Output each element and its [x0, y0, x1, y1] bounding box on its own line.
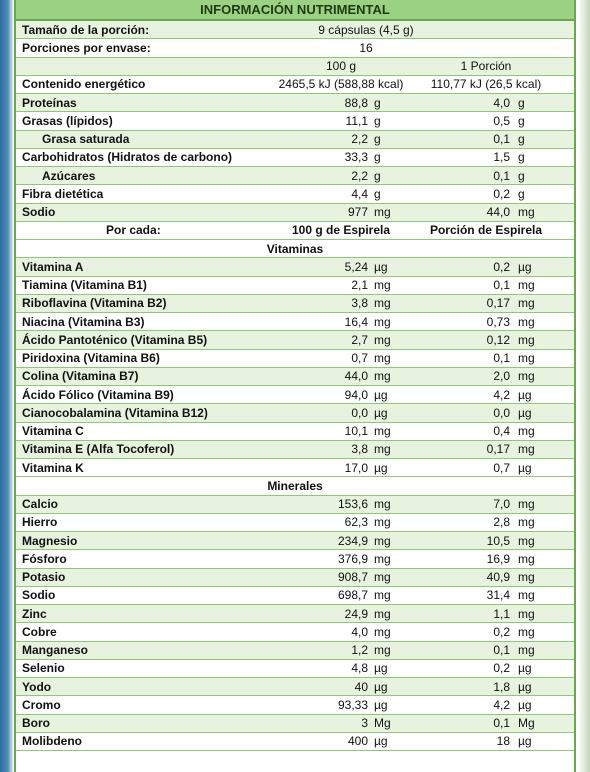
unit-portion: g [518, 186, 525, 201]
unit-100g: mg [374, 351, 391, 366]
value-portion: 40,9 [486, 570, 510, 585]
unit-100g: g [374, 95, 381, 110]
value-100g: 94,0 [344, 387, 368, 402]
table-row [16, 295, 574, 313]
value-portion: 0,17 [486, 296, 510, 311]
nutrient-name: Zinc [22, 606, 47, 621]
value-100g: 153,6 [337, 497, 368, 512]
energy-row [16, 76, 574, 94]
value-portion: 4,2 [493, 387, 510, 402]
value-portion: 0,1 [493, 278, 510, 293]
nutrient-name: Piridoxina (Vitamina B6) [22, 351, 160, 366]
unit-portion: Mg [518, 716, 535, 731]
table-row [16, 185, 574, 203]
nutrient-name: Colina (Vitamina B7) [22, 369, 139, 384]
table-row [16, 204, 574, 222]
value-100g: 62,3 [344, 515, 368, 530]
nutrient-name: Calcio [22, 497, 59, 512]
nutrient-name: Sodio [22, 205, 56, 220]
nutrient-name: Yodo [22, 679, 52, 694]
value-100g: 4,4 [351, 186, 368, 201]
value-100g: 44,0 [344, 369, 368, 384]
unit-100g: g [374, 132, 381, 147]
table-row [16, 532, 574, 550]
table-row [16, 112, 574, 130]
unit-100g: µg [374, 259, 388, 274]
unit-100g: mg [374, 442, 391, 457]
value-100g: 2,7 [351, 332, 368, 347]
table-row [16, 149, 574, 167]
unit-100g: mg [374, 296, 391, 311]
value-portion: 4,2 [493, 697, 510, 712]
value-100g: 2,2 [351, 132, 368, 147]
unit-100g: g [374, 186, 381, 201]
unit-portion: mg [518, 314, 535, 329]
unit-portion: mg [518, 570, 535, 585]
table-row [16, 678, 574, 696]
unit-100g: mg [374, 588, 391, 603]
value-portion: 0,1 [493, 643, 510, 658]
unit-portion: mg [518, 332, 535, 347]
value-portion: 10,5 [486, 533, 510, 548]
table-row [16, 459, 574, 477]
value-portion: 0,12 [486, 332, 510, 347]
columns-header-row [16, 58, 574, 76]
nutrient-name: Cianocobalamina (Vitamina B12) [22, 405, 208, 420]
table-row [16, 258, 574, 276]
nutrition-facts-panel [14, 0, 576, 772]
unit-portion: mg [518, 351, 535, 366]
value-100g: 3 [361, 716, 368, 731]
table-row [16, 131, 574, 149]
table-title: INFORMACIÓN NUTRIMENTAL [200, 2, 390, 17]
serving-size-value: 9 cápsulas (4,5 g) [318, 22, 414, 37]
value-100g: 24,9 [344, 606, 368, 621]
nutrient-name: Proteínas [22, 95, 77, 110]
unit-portion: mg [518, 624, 535, 639]
nutrient-name: Boro [22, 716, 50, 731]
table-row [16, 331, 574, 349]
value-100g: 4,0 [351, 624, 368, 639]
value-portion: 0,0 [493, 405, 510, 420]
minerals-heading: Minerales [267, 478, 323, 493]
unit-100g: mg [374, 205, 391, 220]
table-row [16, 404, 574, 422]
servings-per-container-row [16, 39, 574, 57]
value-portion: 0,2 [493, 661, 510, 676]
value-portion: 0,73 [486, 314, 510, 329]
unit-100g: mg [374, 497, 391, 512]
value-portion: 0,1 [493, 351, 510, 366]
value-portion: 0,2 [493, 624, 510, 639]
unit-100g: µg [374, 387, 388, 402]
unit-portion: mg [518, 296, 535, 311]
unit-100g: µg [374, 697, 388, 712]
value-100g: 17,0 [344, 460, 368, 475]
unit-100g: Mg [374, 716, 391, 731]
unit-100g: µg [374, 679, 388, 694]
unit-100g: mg [374, 515, 391, 530]
nutrient-name: Potasio [22, 570, 66, 585]
value-100g: 10,1 [344, 424, 368, 439]
nutrient-name: Sodio [22, 588, 56, 603]
unit-portion: mg [518, 588, 535, 603]
per-col1-header: 100 g de Espirela [291, 223, 391, 238]
unit-portion: g [518, 95, 525, 110]
value-100g: 400 [347, 734, 368, 749]
nutrient-name: Manganeso [22, 643, 89, 658]
table-row [16, 696, 574, 714]
servings-per-container-value: 16 [359, 40, 373, 55]
unit-portion: mg [518, 515, 535, 530]
value-100g: 0,7 [351, 351, 368, 366]
table-row [16, 277, 574, 295]
value-portion: 0,5 [493, 113, 510, 128]
unit-portion: g [518, 150, 525, 165]
value-portion: 1,5 [493, 150, 510, 165]
unit-portion: mg [518, 643, 535, 658]
unit-portion: µg [518, 387, 532, 402]
unit-portion: µg [518, 405, 532, 420]
energy-value-portion: 110,77 kJ (26,5 kcal) [430, 77, 542, 92]
value-100g: 16,4 [344, 314, 368, 329]
value-100g: 1,2 [351, 643, 368, 658]
table-row [16, 660, 574, 678]
unit-portion: mg [518, 551, 535, 566]
value-100g: 2,1 [351, 278, 368, 293]
value-portion: 0,17 [486, 442, 510, 457]
vitamins-heading: Vitaminas [266, 241, 324, 256]
vitamins-heading-row [16, 240, 574, 258]
table-row [16, 550, 574, 568]
unit-100g: µg [374, 460, 388, 475]
unit-100g: g [374, 113, 381, 128]
nutrient-name: Fósforo [22, 551, 67, 566]
unit-100g: µg [374, 661, 388, 676]
table-row [16, 368, 574, 386]
nutrient-name: Molibdeno [22, 734, 82, 749]
nutrient-name: Vitamina K [22, 460, 84, 475]
nutrient-name: Vitamina E (Alfa Tocoferol) [22, 442, 175, 457]
value-portion: 0,7 [493, 460, 510, 475]
table-row [16, 514, 574, 532]
value-portion: 1,1 [493, 606, 510, 621]
unit-100g: mg [374, 570, 391, 585]
unit-100g: mg [374, 643, 391, 658]
unit-100g: mg [374, 606, 391, 621]
value-100g: 0,0 [351, 405, 368, 420]
unit-100g: mg [374, 533, 391, 548]
per-col2-header: Porción de Espirela [429, 223, 543, 238]
table-row [16, 587, 574, 605]
per-label: Por cada: [106, 223, 161, 238]
unit-portion: µg [518, 661, 532, 676]
value-portion: 0,4 [493, 424, 510, 439]
value-portion: 0,1 [493, 168, 510, 183]
value-portion: 0,2 [493, 186, 510, 201]
nutrient-name: Riboflavina (Vitamina B2) [22, 296, 167, 311]
serving-size-row [16, 21, 574, 39]
vitamins-section [16, 258, 574, 477]
value-100g: 4,8 [351, 661, 368, 676]
nutrient-name: Tiamina (Vitamina B1) [22, 278, 147, 293]
table-row [16, 733, 574, 751]
unit-portion: g [518, 113, 525, 128]
value-100g: 2,2 [351, 168, 368, 183]
nutrient-name: Vitamina C [22, 424, 84, 439]
column-header-100g: 100 g [325, 59, 357, 74]
unit-portion: mg [518, 278, 535, 293]
value-portion: 18 [496, 734, 510, 749]
table-row [16, 350, 574, 368]
nutrient-name: Ácido Fólico (Vitamina B9) [22, 387, 174, 402]
value-portion: 4,0 [493, 95, 510, 110]
table-row [16, 94, 574, 112]
value-portion: 31,4 [486, 588, 510, 603]
unit-100g: mg [374, 332, 391, 347]
value-100g: 5,24 [344, 259, 368, 274]
value-100g: 234,9 [337, 533, 368, 548]
value-100g: 11,1 [345, 113, 368, 128]
table-row [16, 441, 574, 459]
table-row [16, 715, 574, 733]
value-portion: 44,0 [486, 205, 510, 220]
minerals-section [16, 496, 574, 752]
unit-portion: g [518, 132, 525, 147]
value-100g: 40 [354, 679, 368, 694]
unit-portion: µg [518, 460, 532, 475]
column-header-portion: 1 Porción [460, 59, 512, 74]
energy-label: Contenido energético [22, 77, 146, 92]
nutrient-name: Ácido Pantoténico (Vitamina B5) [22, 332, 208, 347]
unit-100g: mg [374, 551, 391, 566]
energy-value-100g: 2465,5 kJ (588,88 kcal) [278, 77, 404, 92]
unit-100g: µg [374, 405, 388, 420]
value-portion: 16,9 [486, 551, 510, 566]
unit-portion: µg [518, 697, 532, 712]
unit-portion: mg [518, 533, 535, 548]
value-portion: 7,0 [493, 497, 510, 512]
value-portion: 2,8 [493, 515, 510, 530]
serving-size-label: Tamaño de la porción: [22, 22, 150, 37]
table-row [16, 496, 574, 514]
unit-100g: mg [374, 369, 391, 384]
value-100g: 3,8 [351, 296, 368, 311]
value-100g: 698,7 [337, 588, 368, 603]
unit-portion: mg [518, 205, 535, 220]
table-title-row [16, 0, 574, 21]
unit-portion: g [518, 168, 525, 183]
macronutrients-section [16, 94, 574, 222]
nutrient-name: Niacina (Vitamina B3) [22, 314, 145, 329]
value-portion: 0,2 [493, 259, 510, 274]
value-100g: 908,7 [337, 570, 368, 585]
value-portion: 2,0 [493, 369, 510, 384]
unit-100g: mg [374, 424, 391, 439]
value-100g: 88,8 [344, 95, 368, 110]
value-100g: 93,33 [337, 697, 368, 712]
unit-portion: µg [518, 734, 532, 749]
value-100g: 376,9 [337, 551, 368, 566]
nutrient-name: Grasa saturada [42, 132, 130, 147]
table-row [16, 605, 574, 623]
value-portion: 0,1 [493, 132, 510, 147]
table-row [16, 167, 574, 185]
unit-portion: mg [518, 369, 535, 384]
unit-portion: mg [518, 442, 535, 457]
nutrient-name: Grasas (lípidos) [22, 113, 113, 128]
unit-100g: mg [374, 278, 391, 293]
nutrient-name: Azúcares [42, 168, 96, 183]
unit-100g: mg [374, 314, 391, 329]
table-row [16, 313, 574, 331]
value-100g: 33,3 [344, 150, 368, 165]
unit-100g: g [374, 150, 381, 165]
nutrient-name: Carbohidratos (Hidratos de carbono) [22, 150, 233, 165]
value-portion: 1,8 [493, 679, 510, 694]
table-row [16, 386, 574, 404]
per-header-row [16, 222, 574, 240]
unit-portion: mg [518, 424, 535, 439]
unit-portion: mg [518, 497, 535, 512]
nutrient-name: Magnesio [22, 533, 78, 548]
table-row [16, 623, 574, 641]
nutrient-name: Hierro [22, 515, 58, 530]
value-100g: 3,8 [351, 442, 368, 457]
table-row [16, 642, 574, 660]
table-row [16, 423, 574, 441]
nutrient-name: Fibra dietética [22, 186, 104, 201]
minerals-heading-row [16, 477, 574, 495]
unit-100g: µg [374, 734, 388, 749]
servings-per-container-label: Porciones por envase: [22, 40, 151, 55]
value-100g: 977 [347, 205, 368, 220]
nutrient-name: Vitamina A [22, 259, 84, 274]
table-row [16, 569, 574, 587]
value-portion: 0,1 [493, 716, 510, 731]
nutrient-name: Selenio [22, 661, 65, 676]
unit-portion: µg [518, 679, 532, 694]
unit-100g: mg [374, 624, 391, 639]
unit-portion: mg [518, 606, 535, 621]
unit-portion: µg [518, 259, 532, 274]
unit-100g: g [374, 168, 381, 183]
nutrient-name: Cobre [22, 624, 57, 639]
nutrient-name: Cromo [22, 697, 61, 712]
